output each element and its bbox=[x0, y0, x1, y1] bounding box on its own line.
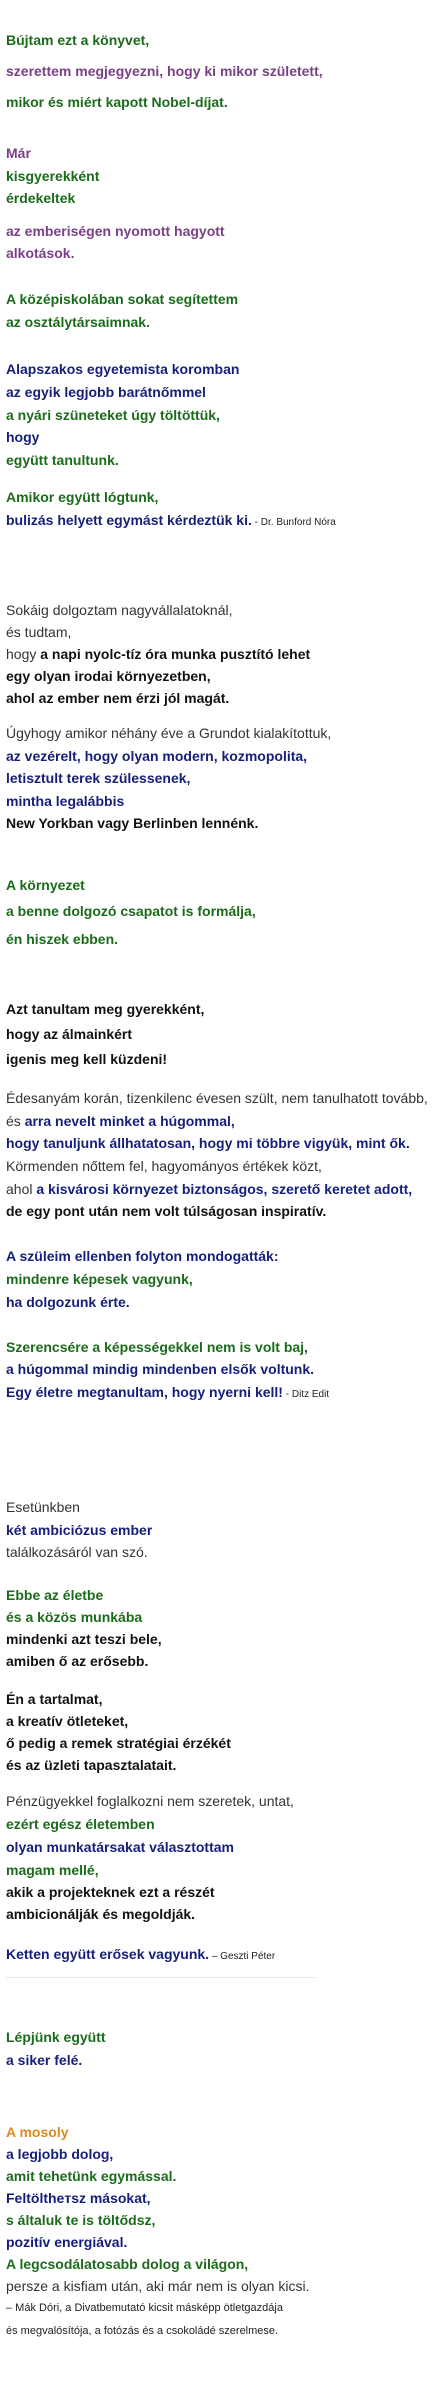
divider bbox=[6, 1977, 316, 1978]
text-line: akik a projekteknek ezt a részét bbox=[6, 1884, 215, 1900]
text-line: Feltöltheтsz másokat, bbox=[6, 2190, 151, 2206]
text-line: ezért egész életemben bbox=[6, 1816, 155, 1832]
text-line: Azt tanultam meg gyerekként, bbox=[6, 1001, 205, 1017]
text-line: a kreatív ötleteket, bbox=[6, 1713, 129, 1729]
text-fragment: arra nevelt minket a húgommal, bbox=[24, 1113, 235, 1129]
text-line: olyan munkatársakat választottam bbox=[6, 1839, 234, 1855]
text-line: Sokáig dolgoztam nagyvállalatoknál, bbox=[6, 602, 233, 618]
text-fragment: ahol bbox=[6, 1181, 37, 1197]
text-line: ő pedig a remek stratégiai érzékét bbox=[6, 1735, 231, 1751]
text-line-mixed bbox=[6, 645, 310, 663]
text-line: alkotások. bbox=[6, 245, 75, 261]
text-line: hogy az álmainkért bbox=[6, 1026, 133, 1042]
text-fragment: hogy bbox=[6, 646, 41, 662]
text-line: Úgyhogy amikor néhány éve a Grundot kialakítottuk, bbox=[6, 725, 332, 741]
text-fragment: és bbox=[6, 1113, 25, 1129]
text-line: A környezet bbox=[6, 877, 85, 893]
text-line: és az üzleti tapasztalatait. bbox=[6, 1757, 177, 1773]
text-line: és tudtam, bbox=[6, 624, 72, 640]
text-line: ahol az ember nem érzi jól magát. bbox=[6, 690, 230, 706]
text-line: kisgyerekként bbox=[6, 168, 100, 184]
text-line: magam mellé, bbox=[6, 1862, 99, 1878]
text-line: New Yorkban vagy Berlinben lennénk. bbox=[6, 815, 259, 831]
text-line: hogy tanuljunk állhatatosan, hogy mi többre vigyük, mint ők. bbox=[6, 1135, 410, 1151]
text-line: mindenre képesek vagyunk, bbox=[6, 1271, 193, 1287]
text-line: de egy pont után nem volt túlságosan inspiratív. bbox=[6, 1203, 327, 1219]
text-line: ambicionálják és megoldják. bbox=[6, 1906, 196, 1922]
text-line: az osztálytársaimnak. bbox=[6, 314, 150, 330]
author-signature: – Mák Dóri, a Divatbemutató kicsit másképp ötletgazdája bbox=[6, 2302, 283, 2314]
text-line: Szerencsére a képességekkel nem is volt baj, bbox=[6, 1339, 308, 1355]
text-line: Én a tartalmat, bbox=[6, 1691, 103, 1707]
text-line: letisztult terek szülessenek, bbox=[6, 770, 191, 786]
text-line: a nyári szüneteket úgy töltöttük, bbox=[6, 407, 220, 423]
text-line: persze a kisfiam után, aki már nem is olyan kicsi. bbox=[6, 2278, 310, 2294]
text-line: mikor és miért kapott Nobel-díjat. bbox=[6, 94, 228, 110]
text-line: én hiszek ebben. bbox=[6, 931, 119, 947]
text-line: A mosoly bbox=[6, 2124, 69, 2140]
text-line: pozitív energiával. bbox=[6, 2234, 128, 2250]
text-line: Esetünkben bbox=[6, 1499, 80, 1515]
text-line: amit tehetünk egymással. bbox=[6, 2168, 177, 2184]
author-signature: – Geszti Péter bbox=[209, 1951, 276, 1962]
text-line: együtt tanultunk. bbox=[6, 452, 119, 468]
text-line: Ebbe az életbe bbox=[6, 1587, 104, 1603]
text-fragment: Egy életre megtanultam, hogy nyerni kell! bbox=[6, 1384, 283, 1400]
author-signature: és megvalósítója, a fotózás és a csokoládé szerelmese. bbox=[6, 2325, 279, 2337]
text-line: hogy bbox=[6, 429, 40, 445]
text-fragment: a napi nyolc-tíz óra munka pusztító lehet bbox=[40, 646, 311, 662]
text-line: találkozásáról van szó. bbox=[6, 1544, 148, 1560]
text-line: s általuk te is töltődsz, bbox=[6, 2212, 156, 2228]
text-line: A középiskolában sokat segítettem bbox=[6, 291, 239, 307]
text-fragment: a kisvárosi környezet biztonságos, szerető keretet adott, bbox=[36, 1181, 413, 1197]
text-line-mixed bbox=[6, 1180, 412, 1198]
text-line: az vezérelt, hogy olyan modern, kozmopolita, bbox=[6, 748, 308, 764]
text-line: a siker felé. bbox=[6, 2052, 83, 2068]
text-line: igenis meg kell küzdeni! bbox=[6, 1051, 168, 1067]
text-line: amiben ő az erősebb. bbox=[6, 1653, 149, 1669]
text-line: Alapszakos egyetemista koromban bbox=[6, 361, 240, 377]
text-line: Pénzügyekkel foglalkozni nem szeretek, untat, bbox=[6, 1793, 294, 1809]
text-line: az egyik legjobb barátnőmmel bbox=[6, 384, 206, 400]
text-line: egy olyan irodai környezetben, bbox=[6, 668, 211, 684]
text-line: két ambiciózus ember bbox=[6, 1522, 153, 1538]
text-line: a húgommal mindig mindenben elsők voltunk. bbox=[6, 1361, 315, 1377]
text-line: érdekeltek bbox=[6, 190, 76, 206]
text-fragment: bulizás helyett egymást kérdeztük ki. bbox=[6, 512, 252, 528]
text-line: és a közös munkába bbox=[6, 1609, 143, 1625]
text-line: a benne dolgozó csapatot is formálja, bbox=[6, 903, 256, 919]
author-signature: - Dr. Bunford Nóra bbox=[251, 517, 336, 528]
text-line: a legjobb dolog, bbox=[6, 2146, 114, 2162]
text-fragment: Ketten együtt erősek vagyunk. bbox=[6, 1946, 210, 1962]
text-line: ha dolgozunk érte. bbox=[6, 1294, 130, 1310]
text-line: Már bbox=[6, 145, 31, 161]
quote-line-with-signature bbox=[6, 1945, 275, 1966]
text-line: Körmenden nőttem fel, hagyományos értékek közt, bbox=[6, 1158, 322, 1174]
text-line: mintha legalábbis bbox=[6, 793, 125, 809]
text-line: Lépjünk együtt bbox=[6, 2029, 106, 2045]
text-line-mixed bbox=[6, 1112, 235, 1130]
quote-line-with-signature bbox=[6, 1383, 329, 1404]
text-line: Bújtam ezt a könyvet, bbox=[6, 32, 150, 48]
quote-line-with-signature bbox=[6, 511, 336, 532]
author-signature: - Ditz Edit bbox=[282, 1389, 330, 1400]
text-line: Édesanyám korán, tizenkilenc évesen szült, nem tanulhatott tovább, bbox=[6, 1090, 428, 1106]
text-line: szerettem megjegyezni, hogy ki mikor született, bbox=[6, 63, 323, 79]
text-line: A legcsodálatosabb dolog a világon, bbox=[6, 2256, 249, 2272]
text-line: Amikor együtt lógtunk, bbox=[6, 489, 159, 505]
text-line: mindenki azt teszi bele, bbox=[6, 1631, 162, 1647]
text-line: A szüleim ellenben folyton mondogatták: bbox=[6, 1248, 279, 1264]
text-line: az emberiségen nyomott hagyott bbox=[6, 223, 225, 239]
